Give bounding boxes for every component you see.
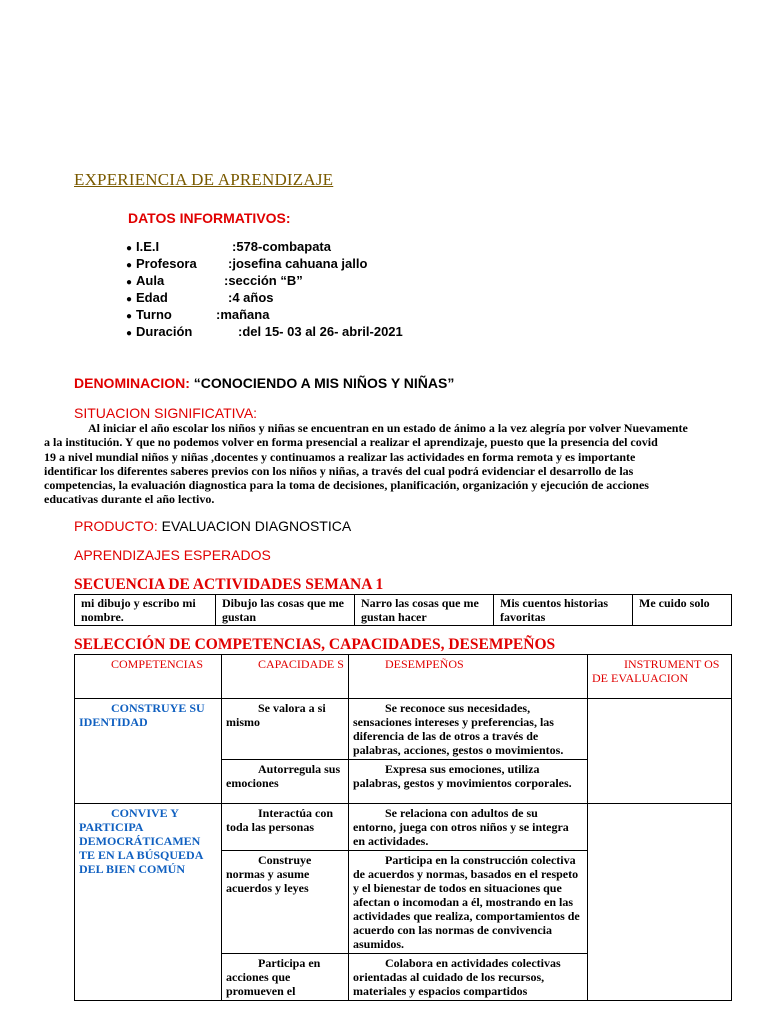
situacion-paragraph xyxy=(44,421,720,507)
dato-item xyxy=(126,273,303,290)
situacion-heading: SITUACION SIGNIFICATIVA: xyxy=(74,405,258,421)
capacidad-cell: Participa en acciones que promueven el xyxy=(222,954,349,1001)
dato-label: Duración xyxy=(136,324,193,339)
desempeno-cell: Se reconoce sus necesidades, sensaciones intereses y preferencias, las diferencia de las de otros a través de palabras, acciones, gestos o movimientos. xyxy=(349,699,588,760)
secuencia-cell: Mis cuentos historias favoritas xyxy=(494,595,633,626)
dato-value: :578-combapata xyxy=(232,239,331,254)
dato-value: :4 años xyxy=(228,290,274,305)
datos-heading: DATOS INFORMATIVOS: xyxy=(128,210,291,226)
competencias-table xyxy=(74,654,732,1001)
dato-item xyxy=(126,256,368,273)
table-row xyxy=(75,699,732,760)
bullet-icon: ● xyxy=(126,328,133,339)
competencia-cell: CONVIVE Y PARTICIPA DEMOCRÁTICAMEN TE EN LA BÚSQUEDA DEL BIEN COMÚN xyxy=(75,804,222,1001)
secuencia-heading: SECUENCIA DE ACTIVIDADES SEMANA 1 xyxy=(74,576,384,593)
table-row xyxy=(75,804,732,851)
capacidad-cell: Se valora a si mismo xyxy=(222,699,349,760)
table-header-row xyxy=(75,655,732,699)
dato-label: Edad xyxy=(136,290,168,305)
bullet-icon: ● xyxy=(126,311,133,322)
producto-value: EVALUACION DIAGNOSTICA xyxy=(161,518,352,534)
dato-label: Profesora xyxy=(136,256,197,271)
dato-value: :josefina cahuana jallo xyxy=(228,256,368,271)
dato-item xyxy=(126,324,403,341)
header-desempenos: DESEMPEÑOS xyxy=(349,655,588,699)
header-instrumentos: INSTRUMENT OS DE EVALUACION xyxy=(588,655,732,699)
secuencia-table xyxy=(74,594,732,626)
secuencia-cell: Narro las cosas que me gustan hacer xyxy=(355,595,494,626)
secuencia-cell: Me cuido solo xyxy=(633,595,732,626)
instrumento-cell xyxy=(588,804,732,1001)
dato-label: I.E.I xyxy=(136,239,160,254)
situacion-line: competencias, la evaluación diagnostica para la toma de decisiones, planificación, organización y ejecución de acciones xyxy=(44,478,649,493)
secuencia-cell: Dibujo las cosas que me gustan xyxy=(216,595,355,626)
dato-value: :sección “B” xyxy=(224,273,303,288)
situacion-line: Al iniciar el año escolar los niños y niñas se encuentran en un estado de ánimo a la vez alegría por volver Nuevamente xyxy=(88,421,688,435)
dato-value: :del 15- 03 al 26- abril-2021 xyxy=(238,324,403,339)
aprendizajes-heading: APRENDIZAJES ESPERADOS xyxy=(74,547,271,563)
header-competencias: COMPETENCIAS xyxy=(75,655,222,699)
competencia-cell: CONSTRUYE SU IDENTIDAD xyxy=(75,699,222,804)
header-capacidades: CAPACIDADE S xyxy=(222,655,349,699)
instrumento-cell xyxy=(588,699,732,804)
capacidad-cell: Construye normas y asume acuerdos y leyes xyxy=(222,851,349,954)
denominacion-label: DENOMINACION: xyxy=(74,375,190,391)
situacion-line: a la institución. Y que no podemos volver en forma presencial a realizar el aprendizaje, puesto que la presencia del covid xyxy=(44,435,658,450)
page-title: EXPERIENCIA DE APRENDIZAJE xyxy=(74,170,334,189)
bullet-icon: ● xyxy=(126,260,133,271)
situacion-line: identificar los diferentes saberes previos con los niños y niñas, a través del cual podrá evidenciar el desarrollo de las xyxy=(44,463,634,478)
situacion-line: educativas durante el año lectivo. xyxy=(44,492,215,507)
dato-value: :mañana xyxy=(216,307,270,322)
dato-label: Aula xyxy=(136,273,165,288)
secuencia-cell: mi dibujo y escribo mi nombre. xyxy=(75,595,216,626)
producto-label: PRODUCTO: xyxy=(74,518,158,534)
situacion-line: 19 a nivel mundial niños y niñas ,docentes y continuamos a realizar las actividades en forma remota y es importante xyxy=(44,449,636,464)
dato-label: Turno xyxy=(136,307,172,322)
dato-item xyxy=(126,307,270,324)
producto xyxy=(74,518,351,534)
desempeno-cell: Se relaciona con adultos de su entorno, juega con otros niños y se integra en actividades. xyxy=(349,804,588,851)
seleccion-heading: SELECCIÓN DE COMPETENCIAS, CAPACIDADES, DESEMPEÑOS xyxy=(74,636,556,653)
bullet-icon: ● xyxy=(126,294,133,305)
desempeno-cell: Expresa sus emociones, utiliza palabras, gestos y movimientos corporales. xyxy=(349,760,588,804)
desempeno-cell: Participa en la construcción colectiva de acuerdos y normas, basados en el respeto y el bienestar de todos en situaciones que afectan o incomodan a él, mostrando en las actividades que realiza, comportamientos de acuerdo con las normas de convivencia asumidos. xyxy=(349,851,588,954)
capacidad-cell: Interactúa con toda las personas xyxy=(222,804,349,851)
desempeno-cell: Colabora en actividades colectivas orientadas al cuidado de los recursos, materiales y espacios compartidos xyxy=(349,954,588,1001)
denominacion xyxy=(74,375,454,391)
bullet-icon: ● xyxy=(126,277,133,288)
bullet-icon: ● xyxy=(126,243,133,254)
denominacion-value: “CONOCIENDO A MIS NIÑOS Y NIÑAS” xyxy=(193,375,455,391)
capacidad-cell: Autorregula sus emociones xyxy=(222,760,349,804)
table-row xyxy=(75,595,732,626)
dato-item xyxy=(126,239,331,256)
dato-item xyxy=(126,290,274,307)
